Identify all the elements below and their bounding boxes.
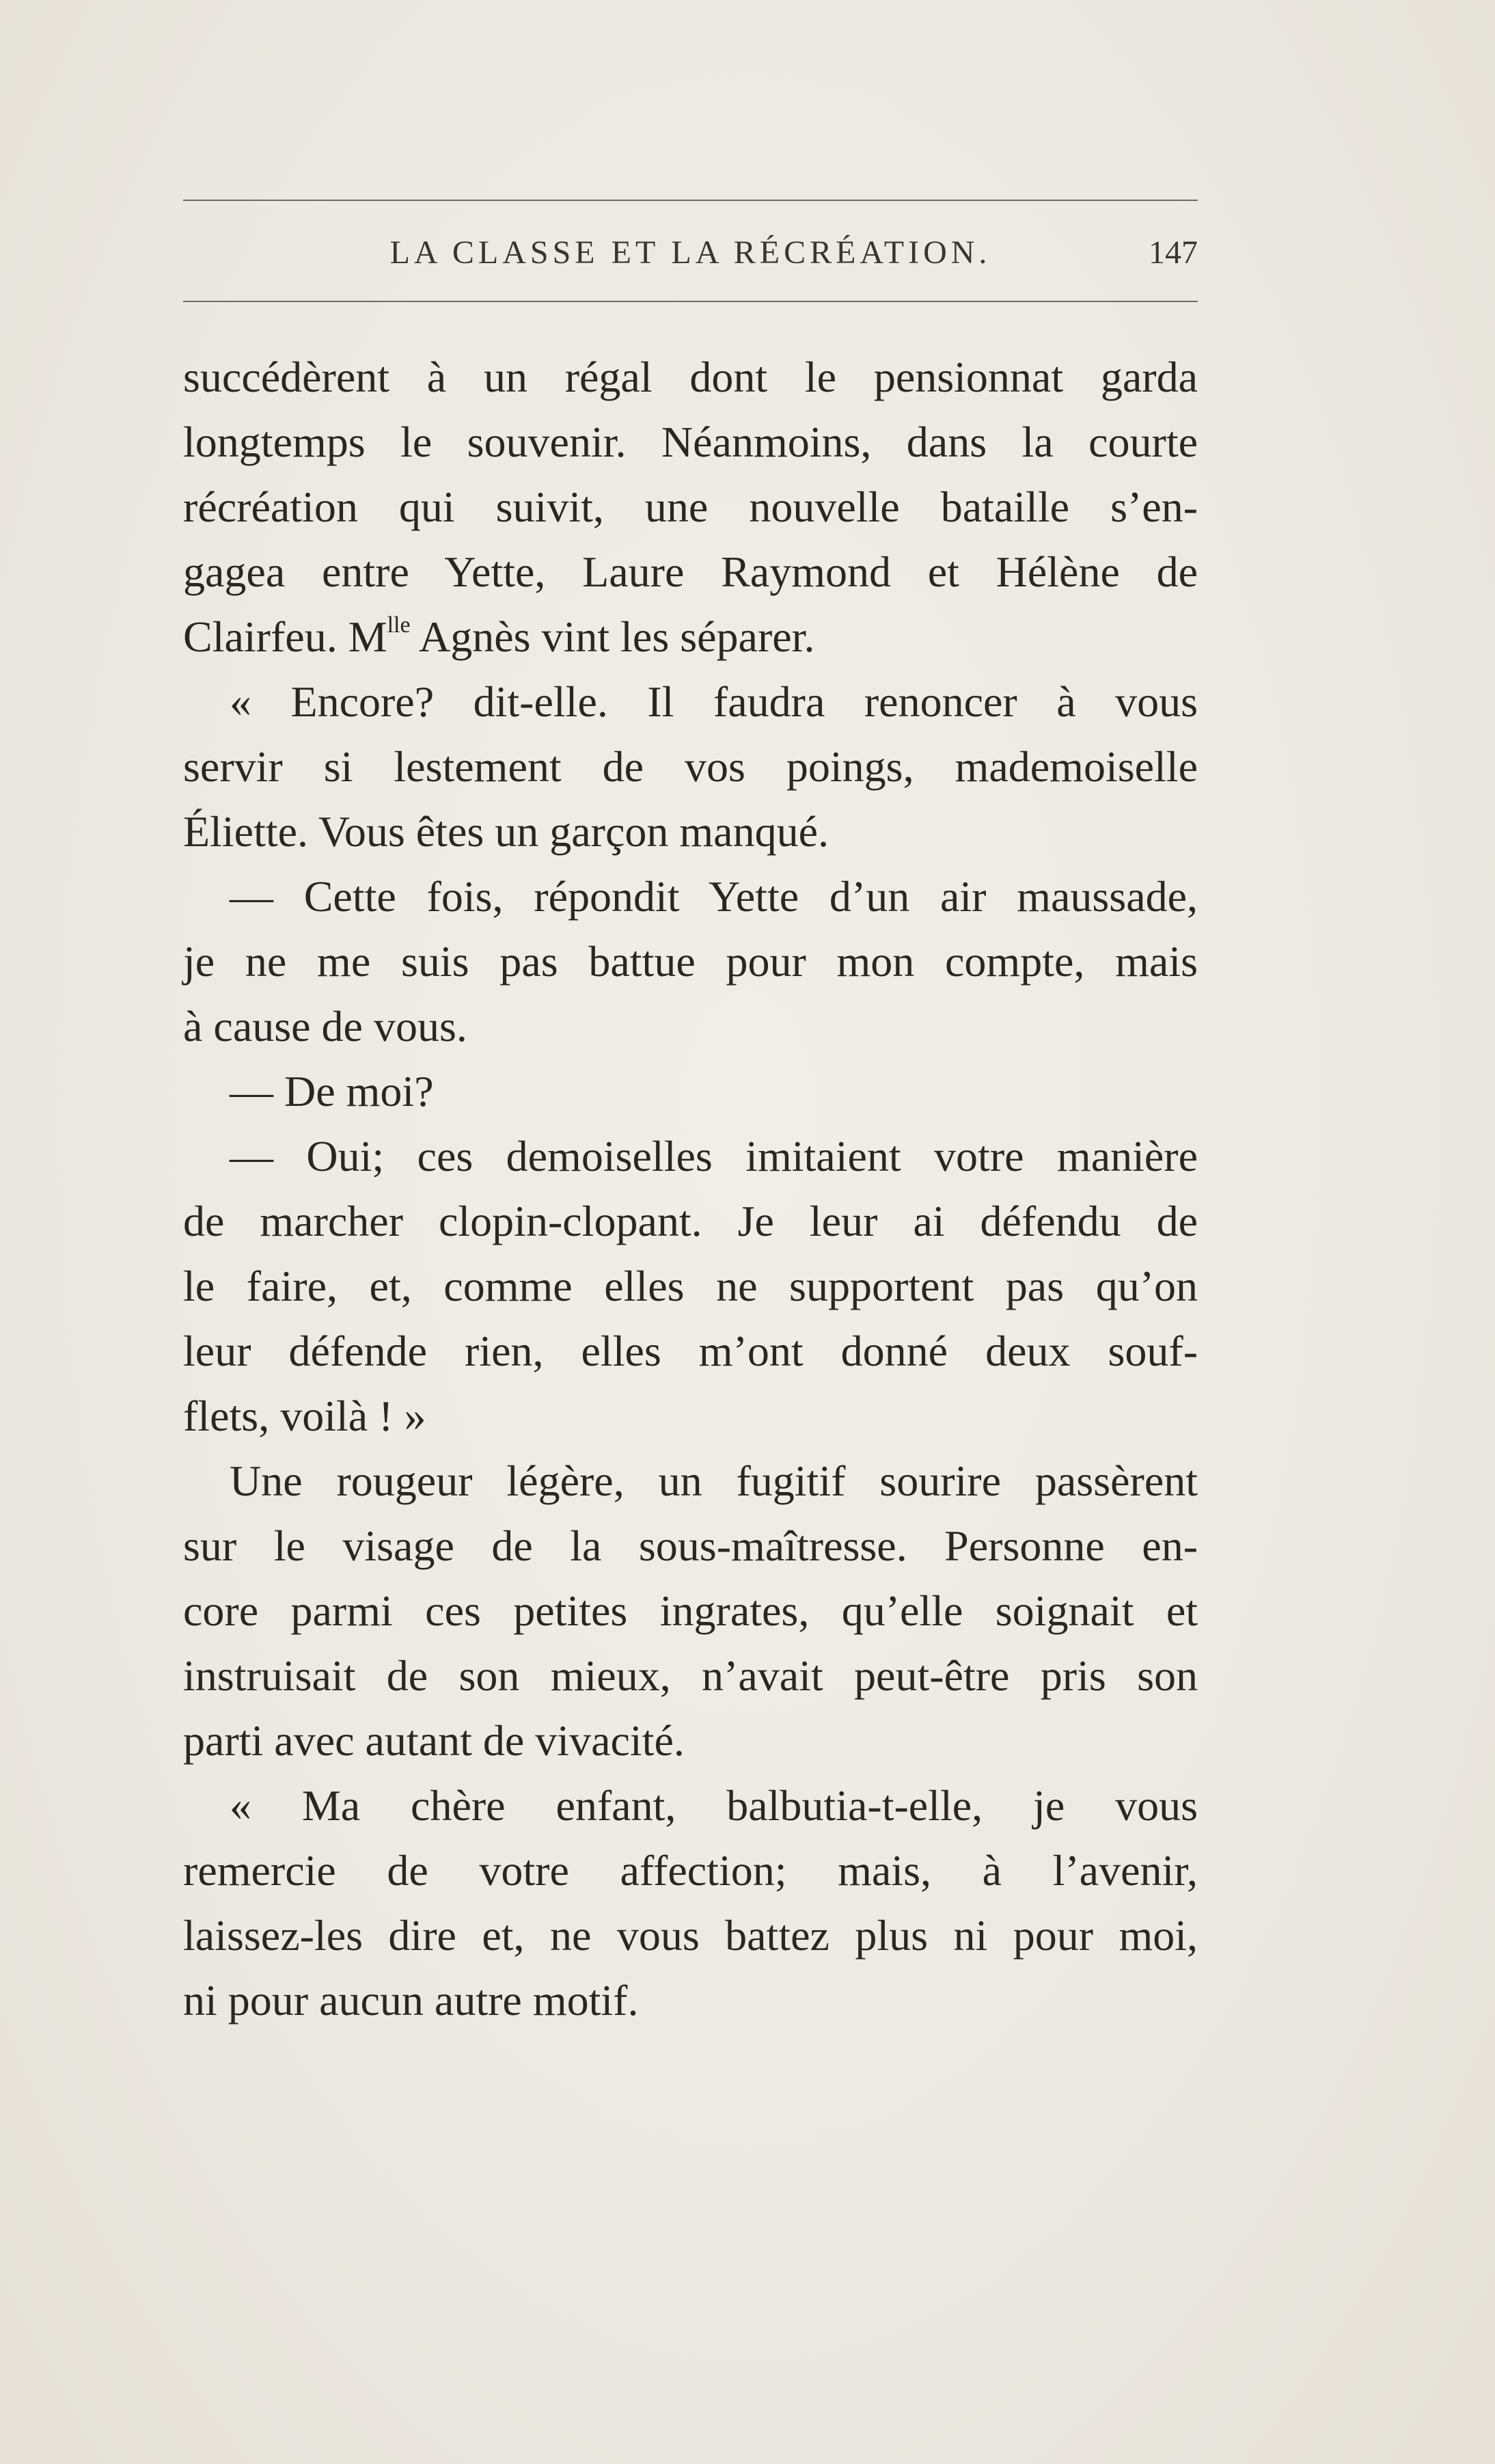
text-line: remercie de votre affection; mais, à l’avenir, (183, 1846, 1198, 1895)
text-line: « Ma chère enfant, balbutia-t-elle, je vous (230, 1781, 1198, 1830)
text-line: longtemps le souvenir. Néanmoins, dans la courte (183, 418, 1198, 466)
text-line: Éliette. Vous êtes un garçon manqué. (183, 807, 829, 856)
text-line: succédèrent à un régal dont le pensionnat garda (183, 353, 1198, 401)
text-line: « Encore? dit-elle. Il faudra renoncer à vous (230, 677, 1198, 726)
text-line: servir si lestement de vos poings, mademoiselle (183, 742, 1198, 791)
text-line: sur le visage de la sous-maîtresse. Personne en- (183, 1521, 1198, 1570)
text-line: — Oui; ces demoiselles imitaient votre manière (230, 1132, 1198, 1180)
running-head (183, 226, 1198, 280)
text-fragment: Agnès vint les séparer. (410, 612, 815, 661)
text-line: ni pour aucun autre motif. (183, 1976, 639, 2025)
text-line: parti avec autant de vivacité. (183, 1716, 685, 1765)
text-line: récréation qui suivit, une nouvelle bataille s’en- (183, 483, 1198, 531)
text-line: le faire, et, comme elles ne supportent pas qu’on (183, 1262, 1198, 1310)
superscript-abbreviation: lle (387, 612, 411, 638)
text-line: Une rougeur légère, un fugitif sourire passèrent (230, 1457, 1198, 1505)
header-bottom-rule (183, 301, 1198, 302)
text-line: — De moi? (230, 1067, 434, 1115)
text-line: — Cette fois, répondit Yette d’un air maussade, (230, 872, 1198, 921)
running-title: LA CLASSE ET LA RÉCRÉATION. (389, 234, 991, 271)
text-line: instruisait de son mieux, n’avait peut-être pris son (183, 1651, 1198, 1700)
header-top-rule (183, 200, 1198, 201)
text-line: laissez-les dire et, ne vous battez plus ni pour moi, (183, 1911, 1198, 1960)
text-line: je ne me suis pas battue pour mon compte, mais (183, 937, 1198, 986)
text-line: leur défende rien, elles m’ont donné deux souf- (183, 1327, 1198, 1375)
text-line: à cause de vous. (183, 1002, 467, 1051)
text-line: flets, voilà ! » (183, 1392, 426, 1440)
text-line (183, 604, 1198, 669)
text-line: de marcher clopin-clopant. Je leur ai défendu de (183, 1197, 1198, 1245)
text-line: core parmi ces petites ingrates, qu’elle soignait et (183, 1586, 1198, 1635)
text-line: gagea entre Yette, Laure Raymond et Hélène de (183, 547, 1198, 596)
body-text (183, 344, 1198, 2033)
text-fragment: Clairfeu. M (183, 612, 387, 661)
page-number: 147 (1149, 234, 1198, 271)
